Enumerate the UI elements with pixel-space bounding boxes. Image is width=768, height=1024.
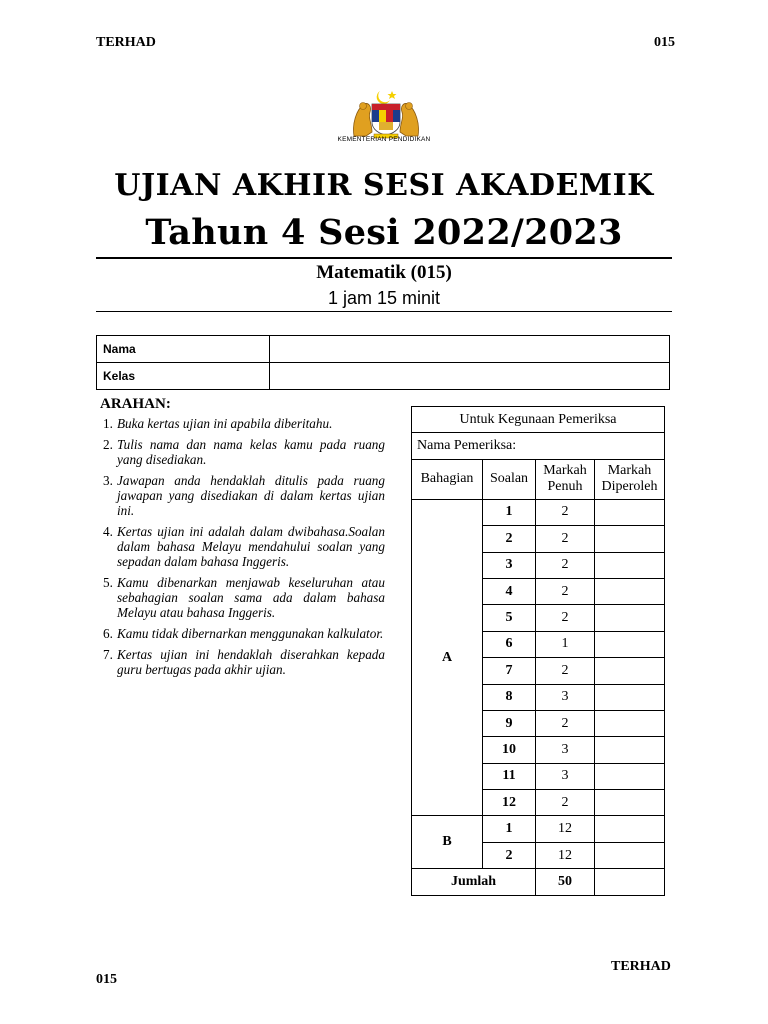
obtained-marks[interactable] — [595, 710, 665, 736]
full-marks: 1 — [536, 631, 595, 657]
question-number: 2 — [483, 842, 536, 868]
exam-duration: 1 jam 15 minit — [327, 288, 441, 308]
table-row — [412, 499, 665, 525]
instructions-title: ARAHAN: — [100, 396, 171, 412]
obtained-marks[interactable] — [595, 790, 665, 816]
obtained-marks[interactable] — [595, 684, 665, 710]
instruction-item — [103, 416, 385, 431]
full-marks: 2 — [536, 578, 595, 604]
total-label: Jumlah — [412, 869, 536, 895]
instruction-text: Jawapan anda hendaklah ditulis pada ruang jawapan yang disediakan di dalam kertas ujian ini. — [117, 473, 385, 518]
obtained-marks[interactable] — [595, 578, 665, 604]
instruction-item — [103, 524, 385, 569]
instruction-text: Tulis nama dan nama kelas kamu pada ruang yang disediakan. — [117, 437, 385, 467]
instruction-number: 7. — [103, 647, 113, 662]
instruction-text: Kertas ujian ini hendaklah diserahkan kepada guru bertugas pada akhir ujian. — [117, 647, 385, 677]
examiner-marks-table — [411, 406, 665, 896]
question-number: 4 — [483, 578, 536, 604]
full-marks: 12 — [536, 816, 595, 842]
question-number: 1 — [483, 816, 536, 842]
obtained-marks[interactable] — [595, 605, 665, 631]
ministry-caption: KEMENTERIAN PENDIDIKAN — [337, 136, 431, 143]
malaysia-coat-of-arms-icon — [350, 88, 422, 140]
table-row — [412, 816, 665, 842]
examiner-title-row — [412, 407, 665, 433]
question-number: 2 — [483, 526, 536, 552]
instruction-text: Kamu tidak dibernarkan menggunakan kalkulator. — [117, 626, 384, 641]
exam-title: UJIAN AKHIR SESI AKADEMIK — [114, 168, 654, 203]
question-number: 5 — [483, 605, 536, 631]
instruction-text: Kertas ujian ini adalah dalam dwibahasa.Soalan dalam bahasa Melayu mendahului soalan yang sepadan dalam bahasa Inggeris. — [117, 524, 385, 569]
divider-bottom — [96, 311, 672, 312]
examiner-name-row — [412, 433, 665, 459]
examiner-name-label: Nama Pemeriksa: — [412, 433, 665, 459]
question-number: 12 — [483, 790, 536, 816]
section-a-label: A — [412, 499, 483, 816]
full-marks: 2 — [536, 710, 595, 736]
name-field[interactable] — [270, 336, 670, 363]
obtained-marks[interactable] — [595, 552, 665, 578]
instruction-text: Buka kertas ujian ini apabila diberitahu. — [117, 416, 333, 431]
header-code: 015 — [654, 35, 675, 50]
obtained-marks[interactable] — [595, 499, 665, 525]
question-number: 6 — [483, 631, 536, 657]
class-label: Kelas — [97, 363, 270, 390]
instruction-number: 2. — [103, 437, 113, 452]
instruction-item — [103, 626, 385, 641]
column-header-row — [412, 459, 665, 499]
instruction-text: Kamu dibenarkan menjawab keseluruhan atau sebahagian soalan sama ada dalam bahasa Melayu atau bahasa Inggeris. — [117, 575, 385, 620]
full-marks: 2 — [536, 526, 595, 552]
question-number: 1 — [483, 499, 536, 525]
instruction-number: 6. — [103, 626, 113, 641]
full-marks: 3 — [536, 684, 595, 710]
col-full-marks-header: Markah Penuh — [536, 459, 595, 499]
col-question-header: Soalan — [483, 459, 536, 499]
footer-classification: TERHAD — [611, 959, 671, 974]
instruction-number: 5. — [103, 575, 113, 590]
instruction-item — [103, 473, 385, 518]
name-label: Nama — [97, 336, 270, 363]
question-number: 9 — [483, 710, 536, 736]
student-info-table — [96, 335, 670, 390]
full-marks: 2 — [536, 605, 595, 631]
class-row — [97, 363, 670, 390]
full-marks: 2 — [536, 790, 595, 816]
divider-top — [96, 257, 672, 259]
full-marks: 12 — [536, 842, 595, 868]
obtained-marks[interactable] — [595, 737, 665, 763]
obtained-marks[interactable] — [595, 816, 665, 842]
name-row — [97, 336, 670, 363]
question-number: 8 — [483, 684, 536, 710]
question-number: 10 — [483, 737, 536, 763]
total-full-marks: 50 — [536, 869, 595, 895]
total-obtained-marks[interactable] — [595, 869, 665, 895]
instruction-item — [103, 647, 385, 677]
header-classification: TERHAD — [96, 35, 156, 50]
question-number: 7 — [483, 658, 536, 684]
col-obtained-marks-header: Markah Diperoleh — [595, 459, 665, 499]
question-number: 11 — [483, 763, 536, 789]
instruction-number: 4. — [103, 524, 113, 539]
obtained-marks[interactable] — [595, 658, 665, 684]
exam-year-session: Tahun 4 Sesi 2022/2023 — [145, 212, 623, 253]
total-row — [412, 869, 665, 895]
obtained-marks[interactable] — [595, 631, 665, 657]
full-marks: 3 — [536, 737, 595, 763]
instruction-number: 3. — [103, 473, 113, 488]
full-marks: 2 — [536, 499, 595, 525]
section-b-label: B — [412, 816, 483, 869]
instruction-item — [103, 437, 385, 467]
instruction-number: 1. — [103, 416, 113, 431]
footer-code: 015 — [96, 972, 117, 987]
class-field[interactable] — [270, 363, 670, 390]
instructions-list — [103, 416, 385, 683]
question-number: 3 — [483, 552, 536, 578]
obtained-marks[interactable] — [595, 526, 665, 552]
col-section-header: Bahagian — [412, 459, 483, 499]
full-marks: 2 — [536, 658, 595, 684]
subject-title: Matematik (015) — [316, 262, 452, 283]
full-marks: 2 — [536, 552, 595, 578]
examiner-title: Untuk Kegunaan Pemeriksa — [412, 407, 665, 433]
full-marks: 3 — [536, 763, 595, 789]
obtained-marks[interactable] — [595, 842, 665, 868]
obtained-marks[interactable] — [595, 763, 665, 789]
instruction-item — [103, 575, 385, 620]
